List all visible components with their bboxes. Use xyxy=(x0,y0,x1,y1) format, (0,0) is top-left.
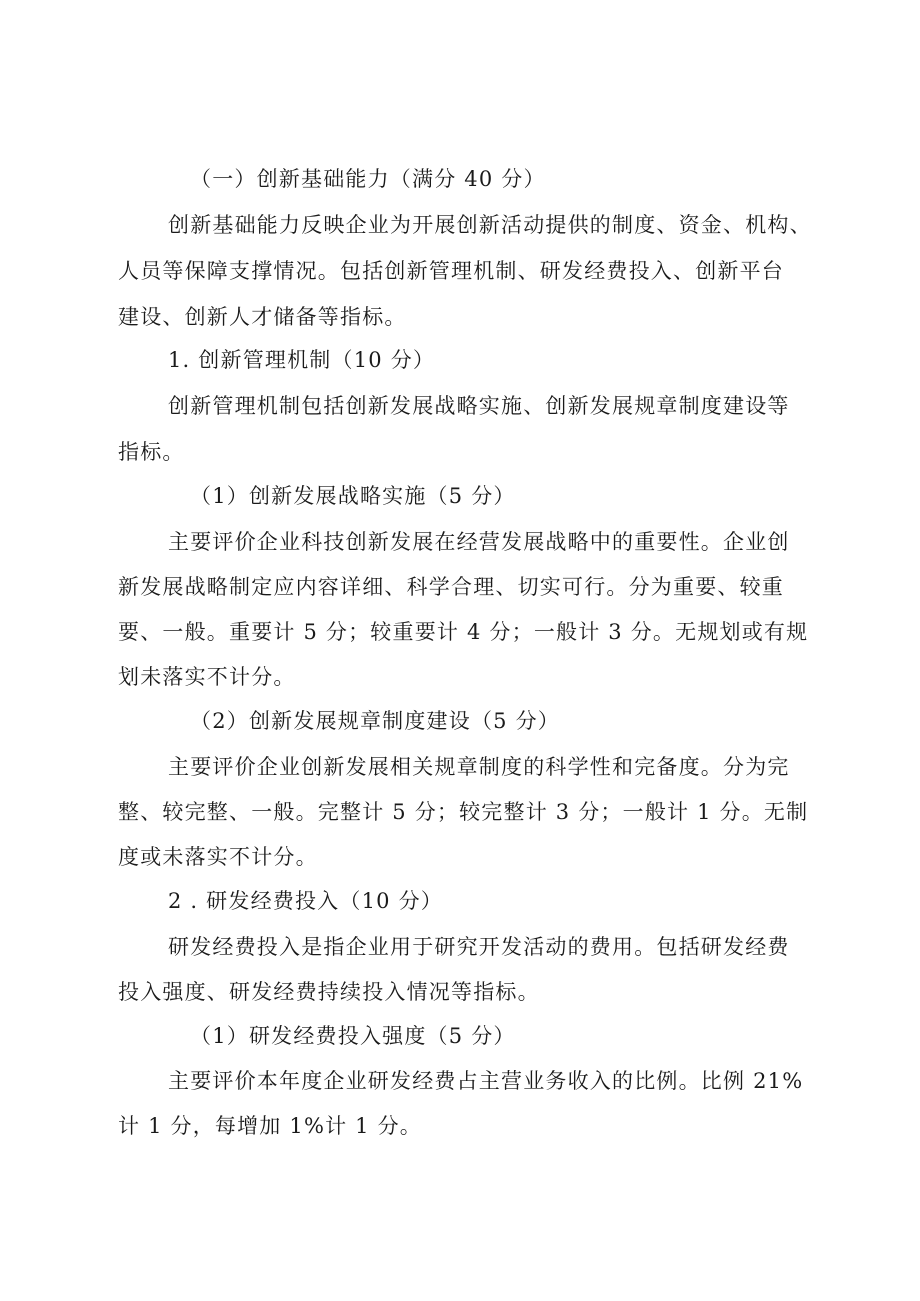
paragraph-line: 度或未落实不计分。 xyxy=(118,845,318,869)
paragraph-line: 创新管理机制包括创新发展战略实施、创新发展规章制度建设等 xyxy=(168,394,790,418)
paragraph-line: 指标。 xyxy=(118,440,185,464)
item-heading-strategy: （1）创新发展战略实施（5 分） xyxy=(190,484,516,508)
paragraph-line: 新发展战略制定应内容详细、科学合理、切实可行。分为重要、较重 xyxy=(118,575,784,599)
subheading-rd-investment: 2 . 研发经费投入（10 分） xyxy=(168,889,443,913)
paragraph-line: 投入强度、研发经费持续投入情况等指标。 xyxy=(118,980,540,1004)
item-heading-rd-intensity: （1）研发经费投入强度（5 分） xyxy=(190,1024,516,1048)
paragraph-line: 研发经费投入是指企业用于研究开发活动的费用。包括研发经费 xyxy=(168,935,790,959)
paragraph-line: 划未落实不计分。 xyxy=(118,665,296,689)
item-heading-regulations: （2）创新发展规章制度建设（5 分） xyxy=(190,709,560,733)
paragraph-line: 人员等保障支撑情况。包括创新管理机制、研发经费投入、创新平台 xyxy=(118,259,784,283)
paragraph-line: 建设、创新人才储备等指标。 xyxy=(118,305,407,329)
paragraph-line: 整、较完整、一般。完整计 5 分；较完整计 3 分；一般计 1 分。无制 xyxy=(118,800,809,824)
paragraph-line: 计 1 分，每增加 1%计 1 分。 xyxy=(118,1114,423,1138)
paragraph-line: 主要评价本年度企业研发经费占主营业务收入的比例。比例 21% xyxy=(168,1069,804,1093)
paragraph-line: 主要评价企业创新发展相关规章制度的科学性和完备度。分为完 xyxy=(168,755,790,779)
section-heading-innovation-foundation: （一）创新基础能力（满分 40 分） xyxy=(190,167,546,191)
subheading-management-mechanism: 1. 创新管理机制（10 分） xyxy=(168,348,436,372)
paragraph-line: 主要评价企业科技创新发展在经营发展战略中的重要性。企业创 xyxy=(168,530,790,554)
paragraph-line: 创新基础能力反映企业为开展创新活动提供的制度、资金、机构、 xyxy=(168,213,812,237)
paragraph-line: 要、一般。重要计 5 分；较重要计 4 分；一般计 3 分。无规划或有规 xyxy=(118,620,809,644)
